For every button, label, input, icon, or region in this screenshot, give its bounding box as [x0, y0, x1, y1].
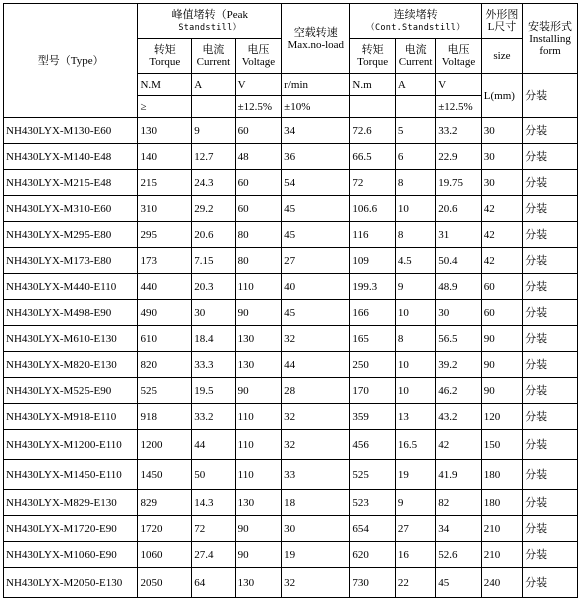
model-cell: NH430LYX-M1450-E110	[4, 460, 138, 490]
unit-speed: r/min	[282, 74, 350, 96]
peak-voltage-cell: 110	[235, 404, 282, 430]
peak-torque-header: 转矩 Torque	[138, 39, 192, 74]
cont-current-cell: 8	[395, 170, 435, 196]
tol-cont-current	[395, 96, 435, 118]
install-cell: 分装	[523, 378, 578, 404]
unit-cont-voltage: V	[436, 74, 482, 96]
peak-torque-cell: 829	[138, 490, 192, 516]
model-cell: NH430LYX-M1200-E110	[4, 430, 138, 460]
table-row	[4, 300, 578, 326]
noload-speed-cell: 32	[282, 326, 350, 352]
size-cell: 180	[481, 460, 522, 490]
unit-size: L(mm)	[481, 74, 522, 118]
install-cell: 分装	[523, 118, 578, 144]
model-cell: NH430LYX-M2050-E130	[4, 568, 138, 598]
table-row	[4, 196, 578, 222]
motor-spec-table	[3, 3, 578, 598]
unit-peak-current: A	[192, 74, 235, 96]
unit-peak-voltage: V	[235, 74, 282, 96]
peak-current-cell: 44	[192, 430, 235, 460]
peak-voltage-cell: 90	[235, 542, 282, 568]
model-cell: NH430LYX-M215-E48	[4, 170, 138, 196]
size-header: 外形图 L尺寸	[481, 4, 522, 39]
peak-voltage-cell: 110	[235, 274, 282, 300]
install-cell: 分装	[523, 542, 578, 568]
tol-speed: ±10%	[282, 96, 350, 118]
install-cell: 分装	[523, 404, 578, 430]
peak-voltage-cell: 60	[235, 170, 282, 196]
unit-cont-current: A	[395, 74, 435, 96]
peak-voltage-cell: 130	[235, 490, 282, 516]
cont-current-cell: 10	[395, 196, 435, 222]
cont-current-cell: 4.5	[395, 248, 435, 274]
size-cell: 30	[481, 144, 522, 170]
peak-voltage-cell: 110	[235, 460, 282, 490]
cont-voltage-cell: 30	[436, 300, 482, 326]
model-cell: NH430LYX-M173-E80	[4, 248, 138, 274]
peak-voltage-cell: 130	[235, 326, 282, 352]
cont-voltage-cell: 52.6	[436, 542, 482, 568]
peak-current-cell: 12.7	[192, 144, 235, 170]
cont-torque-cell: 116	[350, 222, 396, 248]
install-cell: 分装	[523, 170, 578, 196]
install-form-header: 安装形式 Installing form	[523, 4, 578, 74]
peak-torque-cell: 525	[138, 378, 192, 404]
peak-current-cell: 19.5	[192, 378, 235, 404]
peak-current-cell: 18.4	[192, 326, 235, 352]
cont-voltage-cell: 31	[436, 222, 482, 248]
model-cell: NH430LYX-M610-E130	[4, 326, 138, 352]
install-cell: 分装	[523, 490, 578, 516]
cont-current-cell: 13	[395, 404, 435, 430]
noload-speed-cell: 34	[282, 118, 350, 144]
table-row	[4, 404, 578, 430]
cont-voltage-cell: 41.9	[436, 460, 482, 490]
peak-current-cell: 9	[192, 118, 235, 144]
size-en-header: size	[481, 39, 522, 74]
size-cell: 42	[481, 222, 522, 248]
cont-voltage-header: 电压 Voltage	[436, 39, 482, 74]
install-cell: 分装	[523, 568, 578, 598]
noload-speed-cell: 19	[282, 542, 350, 568]
cont-torque-cell: 106.6	[350, 196, 396, 222]
noload-speed-cell: 33	[282, 460, 350, 490]
table-row	[4, 118, 578, 144]
peak-voltage-cell: 90	[235, 300, 282, 326]
model-cell: NH430LYX-M130-E60	[4, 118, 138, 144]
noload-speed-cell: 54	[282, 170, 350, 196]
peak-torque-cell: 215	[138, 170, 192, 196]
cont-current-cell: 9	[395, 490, 435, 516]
table-row	[4, 170, 578, 196]
noload-speed-cell: 27	[282, 248, 350, 274]
noload-speed-cell: 28	[282, 378, 350, 404]
size-cell: 150	[481, 430, 522, 460]
install-cell: 分装	[523, 326, 578, 352]
install-cell: 分装	[523, 460, 578, 490]
model-cell: NH430LYX-M295-E80	[4, 222, 138, 248]
peak-current-header: 电流 Current	[192, 39, 235, 74]
model-column-header: 型号（Type）	[4, 4, 138, 118]
noload-speed-cell: 18	[282, 490, 350, 516]
peak-torque-cell: 1200	[138, 430, 192, 460]
noload-speed-cell: 45	[282, 196, 350, 222]
install-cell: 分装	[523, 248, 578, 274]
cont-voltage-cell: 42	[436, 430, 482, 460]
cont-torque-cell: 456	[350, 430, 396, 460]
peak-standstill-header: 峰值堵转（Peak Standstill）	[138, 4, 282, 39]
size-cell: 240	[481, 568, 522, 598]
unit-peak-torque: N.M	[138, 74, 192, 96]
peak-current-cell: 7.15	[192, 248, 235, 274]
cont-current-cell: 5	[395, 118, 435, 144]
size-cell: 60	[481, 274, 522, 300]
peak-voltage-cell: 130	[235, 352, 282, 378]
noload-speed-header: 空载转速 Max.no-load	[282, 4, 350, 74]
cont-current-cell: 8	[395, 326, 435, 352]
cont-voltage-cell: 19.75	[436, 170, 482, 196]
model-cell: NH430LYX-M140-E48	[4, 144, 138, 170]
table-row	[4, 568, 578, 598]
size-cell: 210	[481, 516, 522, 542]
noload-speed-cell: 32	[282, 430, 350, 460]
peak-current-cell: 30	[192, 300, 235, 326]
peak-current-cell: 64	[192, 568, 235, 598]
cont-torque-cell: 72	[350, 170, 396, 196]
cont-torque-cell: 109	[350, 248, 396, 274]
cont-current-cell: 10	[395, 352, 435, 378]
peak-torque-cell: 440	[138, 274, 192, 300]
model-cell: NH430LYX-M1060-E90	[4, 542, 138, 568]
size-cell: 90	[481, 378, 522, 404]
cont-torque-cell: 199.3	[350, 274, 396, 300]
table-row	[4, 144, 578, 170]
peak-torque-cell: 295	[138, 222, 192, 248]
size-cell: 90	[481, 352, 522, 378]
peak-current-cell: 27.4	[192, 542, 235, 568]
table-row	[4, 274, 578, 300]
tol-peak-current	[192, 96, 235, 118]
peak-voltage-header: 电压 Voltage	[235, 39, 282, 74]
peak-current-cell: 20.6	[192, 222, 235, 248]
cont-current-cell: 19	[395, 460, 435, 490]
tol-peak-torque: ≥	[138, 96, 192, 118]
peak-current-cell: 20.3	[192, 274, 235, 300]
peak-torque-cell: 140	[138, 144, 192, 170]
size-cell: 42	[481, 248, 522, 274]
install-cell: 分装	[523, 222, 578, 248]
tol-cont-voltage: ±12.5%	[436, 96, 482, 118]
table-row	[4, 542, 578, 568]
size-cell: 30	[481, 118, 522, 144]
model-cell: NH430LYX-M829-E130	[4, 490, 138, 516]
cont-voltage-cell: 34	[436, 516, 482, 542]
peak-current-cell: 33.2	[192, 404, 235, 430]
cont-voltage-cell: 46.2	[436, 378, 482, 404]
noload-speed-cell: 32	[282, 568, 350, 598]
noload-speed-cell: 45	[282, 222, 350, 248]
cont-standstill-header: 连续堵转 （Cont.Standstill）	[350, 4, 481, 39]
size-cell: 120	[481, 404, 522, 430]
size-cell: 90	[481, 326, 522, 352]
cont-torque-cell: 250	[350, 352, 396, 378]
cont-voltage-cell: 45	[436, 568, 482, 598]
model-cell: NH430LYX-M525-E90	[4, 378, 138, 404]
peak-voltage-cell: 80	[235, 248, 282, 274]
size-cell: 42	[481, 196, 522, 222]
table-row	[4, 490, 578, 516]
install-cell: 分装	[523, 352, 578, 378]
peak-current-cell: 72	[192, 516, 235, 542]
peak-current-cell: 29.2	[192, 196, 235, 222]
cont-torque-cell: 730	[350, 568, 396, 598]
cont-current-cell: 10	[395, 378, 435, 404]
model-cell: NH430LYX-M918-E110	[4, 404, 138, 430]
model-cell: NH430LYX-M820-E130	[4, 352, 138, 378]
noload-speed-cell: 32	[282, 404, 350, 430]
cont-torque-cell: 523	[350, 490, 396, 516]
noload-speed-cell: 36	[282, 144, 350, 170]
table-row	[4, 430, 578, 460]
peak-voltage-cell: 130	[235, 568, 282, 598]
tol-peak-voltage: ±12.5%	[235, 96, 282, 118]
cont-torque-cell: 620	[350, 542, 396, 568]
cont-torque-cell: 165	[350, 326, 396, 352]
cont-current-cell: 10	[395, 300, 435, 326]
size-cell: 210	[481, 542, 522, 568]
peak-voltage-cell: 90	[235, 378, 282, 404]
peak-current-cell: 50	[192, 460, 235, 490]
cont-torque-cell: 72.6	[350, 118, 396, 144]
model-cell: NH430LYX-M498-E90	[4, 300, 138, 326]
peak-torque-cell: 1450	[138, 460, 192, 490]
cont-current-cell: 6	[395, 144, 435, 170]
install-cell: 分装	[523, 516, 578, 542]
cont-voltage-cell: 50.4	[436, 248, 482, 274]
size-cell: 30	[481, 170, 522, 196]
cont-voltage-cell: 22.9	[436, 144, 482, 170]
peak-torque-cell: 173	[138, 248, 192, 274]
cont-voltage-cell: 48.9	[436, 274, 482, 300]
peak-torque-cell: 1060	[138, 542, 192, 568]
peak-torque-cell: 918	[138, 404, 192, 430]
install-cell: 分装	[523, 300, 578, 326]
noload-speed-cell: 44	[282, 352, 350, 378]
cont-torque-cell: 359	[350, 404, 396, 430]
noload-speed-cell: 45	[282, 300, 350, 326]
cont-torque-cell: 66.5	[350, 144, 396, 170]
peak-current-cell: 24.3	[192, 170, 235, 196]
peak-voltage-cell: 60	[235, 118, 282, 144]
cont-current-cell: 9	[395, 274, 435, 300]
table-row	[4, 222, 578, 248]
install-cell: 分装	[523, 144, 578, 170]
cont-current-header: 电流 Current	[395, 39, 435, 74]
model-cell: NH430LYX-M1720-E90	[4, 516, 138, 542]
cont-torque-cell: 170	[350, 378, 396, 404]
peak-voltage-cell: 60	[235, 196, 282, 222]
unit-install: 分装	[523, 74, 578, 118]
peak-torque-cell: 1720	[138, 516, 192, 542]
model-cell: NH430LYX-M440-E110	[4, 274, 138, 300]
cont-current-cell: 27	[395, 516, 435, 542]
cont-current-cell: 22	[395, 568, 435, 598]
install-cell: 分装	[523, 196, 578, 222]
cont-current-cell: 16.5	[395, 430, 435, 460]
noload-speed-cell: 40	[282, 274, 350, 300]
cont-voltage-cell: 39.2	[436, 352, 482, 378]
cont-voltage-cell: 56.5	[436, 326, 482, 352]
size-cell: 180	[481, 490, 522, 516]
model-cell: NH430LYX-M310-E60	[4, 196, 138, 222]
install-cell: 分装	[523, 430, 578, 460]
table-row	[4, 516, 578, 542]
peak-current-cell: 14.3	[192, 490, 235, 516]
table-row	[4, 460, 578, 490]
tol-cont-torque	[350, 96, 396, 118]
peak-torque-cell: 310	[138, 196, 192, 222]
peak-voltage-cell: 90	[235, 516, 282, 542]
peak-torque-cell: 2050	[138, 568, 192, 598]
peak-torque-cell: 820	[138, 352, 192, 378]
cont-torque-cell: 166	[350, 300, 396, 326]
cont-voltage-cell: 43.2	[436, 404, 482, 430]
peak-voltage-cell: 80	[235, 222, 282, 248]
noload-speed-cell: 30	[282, 516, 350, 542]
table-row	[4, 352, 578, 378]
peak-voltage-cell: 110	[235, 430, 282, 460]
cont-current-cell: 16	[395, 542, 435, 568]
table-row	[4, 248, 578, 274]
cont-voltage-cell: 82	[436, 490, 482, 516]
table-row	[4, 326, 578, 352]
header-row-group	[4, 4, 578, 39]
peak-current-cell: 33.3	[192, 352, 235, 378]
table-row	[4, 378, 578, 404]
install-cell: 分装	[523, 274, 578, 300]
size-cell: 60	[481, 300, 522, 326]
cont-voltage-cell: 33.2	[436, 118, 482, 144]
cont-voltage-cell: 20.6	[436, 196, 482, 222]
cont-current-cell: 8	[395, 222, 435, 248]
cont-torque-cell: 654	[350, 516, 396, 542]
peak-voltage-cell: 48	[235, 144, 282, 170]
peak-torque-cell: 130	[138, 118, 192, 144]
cont-torque-cell: 525	[350, 460, 396, 490]
cont-torque-header: 转矩 Torque	[350, 39, 396, 74]
peak-torque-cell: 490	[138, 300, 192, 326]
peak-torque-cell: 610	[138, 326, 192, 352]
unit-cont-torque: N.m	[350, 74, 396, 96]
